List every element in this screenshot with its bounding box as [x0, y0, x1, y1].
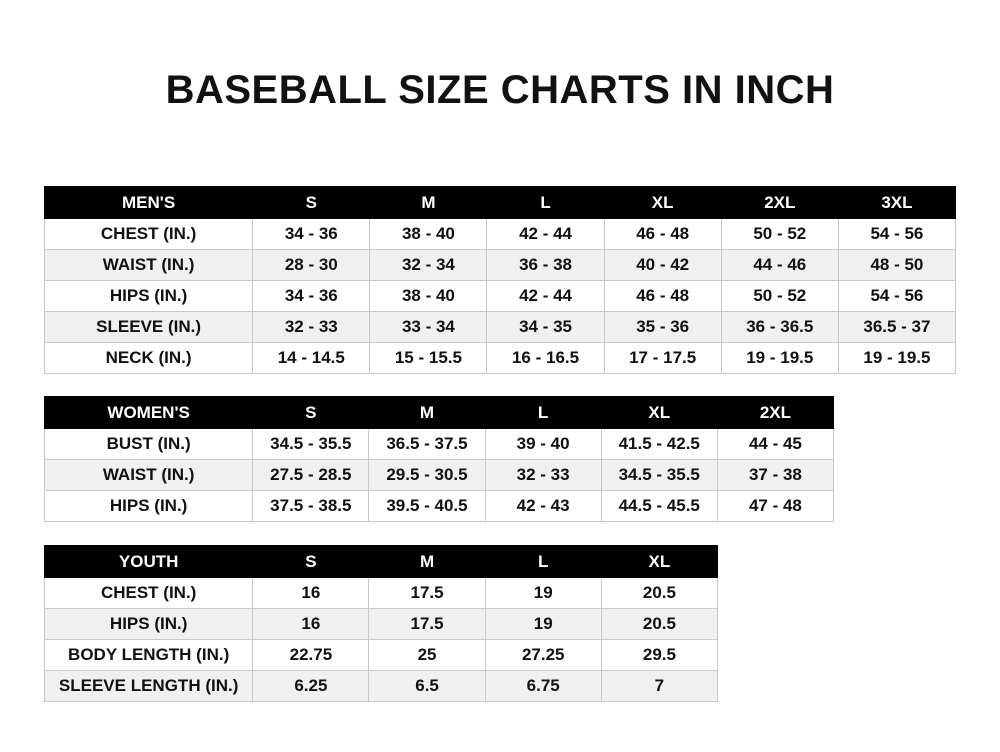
- table-cell: 19: [485, 609, 601, 640]
- table-cell: 19 - 19.5: [838, 343, 955, 374]
- table-row: [45, 491, 834, 522]
- table-cell: 41.5 - 42.5: [601, 429, 717, 460]
- table-cell: 29.5: [601, 640, 717, 671]
- table-cell: 34 - 36: [253, 219, 370, 250]
- table-row: [45, 609, 718, 640]
- table-cell: 28 - 30: [253, 250, 370, 281]
- row-label: WAIST (IN.): [45, 460, 253, 491]
- row-label: WAIST (IN.): [45, 250, 253, 281]
- table-cell: 50 - 52: [721, 219, 838, 250]
- table-cell: 34.5 - 35.5: [601, 460, 717, 491]
- column-header: M: [369, 546, 485, 578]
- table-cell: 38 - 40: [370, 219, 487, 250]
- table-row: [45, 460, 834, 491]
- row-label: NECK (IN.): [45, 343, 253, 374]
- table-cell: 20.5: [601, 609, 717, 640]
- mens-size-table: [44, 186, 956, 374]
- table-cell: 34 - 36: [253, 281, 370, 312]
- column-header: S: [253, 187, 370, 219]
- table-cell: 29.5 - 30.5: [369, 460, 485, 491]
- table-cell: 47 - 48: [717, 491, 833, 522]
- womens-size-table: [44, 396, 834, 522]
- column-header: 3XL: [838, 187, 955, 219]
- column-header: YOUTH: [45, 546, 253, 578]
- table-cell: 40 - 42: [604, 250, 721, 281]
- table-cell: 42 - 43: [485, 491, 601, 522]
- column-header: S: [253, 546, 369, 578]
- table-cell: 17 - 17.5: [604, 343, 721, 374]
- table-cell: 44.5 - 45.5: [601, 491, 717, 522]
- table-cell: 25: [369, 640, 485, 671]
- row-label: HIPS (IN.): [45, 281, 253, 312]
- column-header: 2XL: [721, 187, 838, 219]
- table-cell: 36.5 - 37: [838, 312, 955, 343]
- column-header: 2XL: [717, 397, 833, 429]
- table-cell: 33 - 34: [370, 312, 487, 343]
- table-cell: 32 - 34: [370, 250, 487, 281]
- column-header: S: [253, 397, 369, 429]
- column-header: L: [485, 546, 601, 578]
- row-label: CHEST (IN.): [45, 578, 253, 609]
- table-cell: 19 - 19.5: [721, 343, 838, 374]
- table-row: [45, 312, 956, 343]
- table-row: [45, 281, 956, 312]
- column-header: M: [370, 187, 487, 219]
- table-header-row: [45, 187, 956, 219]
- table-row: [45, 671, 718, 702]
- table-cell: 34 - 35: [487, 312, 604, 343]
- table-cell: 32 - 33: [485, 460, 601, 491]
- table-cell: 17.5: [369, 609, 485, 640]
- column-header: XL: [604, 187, 721, 219]
- table-header-row: [45, 546, 718, 578]
- table-cell: 6.5: [369, 671, 485, 702]
- table-cell: 20.5: [601, 578, 717, 609]
- table-row: [45, 343, 956, 374]
- column-header: MEN'S: [45, 187, 253, 219]
- table-cell: 37.5 - 38.5: [253, 491, 369, 522]
- table-cell: 27.25: [485, 640, 601, 671]
- table-cell: 32 - 33: [253, 312, 370, 343]
- column-header: L: [485, 397, 601, 429]
- table-cell: 46 - 48: [604, 281, 721, 312]
- column-header: XL: [601, 546, 717, 578]
- table-cell: 7: [601, 671, 717, 702]
- table-cell: 6.25: [253, 671, 369, 702]
- table-cell: 16: [253, 578, 369, 609]
- column-header: XL: [601, 397, 717, 429]
- row-label: BUST (IN.): [45, 429, 253, 460]
- row-label: SLEEVE (IN.): [45, 312, 253, 343]
- table-cell: 16: [253, 609, 369, 640]
- row-label: HIPS (IN.): [45, 609, 253, 640]
- table-cell: 42 - 44: [487, 281, 604, 312]
- table-cell: 36 - 36.5: [721, 312, 838, 343]
- column-header: L: [487, 187, 604, 219]
- table-cell: 35 - 36: [604, 312, 721, 343]
- column-header: M: [369, 397, 485, 429]
- table-row: [45, 640, 718, 671]
- table-cell: 42 - 44: [487, 219, 604, 250]
- table-cell: 27.5 - 28.5: [253, 460, 369, 491]
- table-cell: 19: [485, 578, 601, 609]
- table-cell: 6.75: [485, 671, 601, 702]
- table-header-row: [45, 397, 834, 429]
- table-cell: 44 - 46: [721, 250, 838, 281]
- table-cell: 48 - 50: [838, 250, 955, 281]
- table-row: [45, 250, 956, 281]
- table-row: [45, 219, 956, 250]
- table-cell: 17.5: [369, 578, 485, 609]
- table-cell: 39.5 - 40.5: [369, 491, 485, 522]
- table-cell: 22.75: [253, 640, 369, 671]
- table-cell: 16 - 16.5: [487, 343, 604, 374]
- table-cell: 54 - 56: [838, 219, 955, 250]
- youth-size-table: [44, 545, 718, 702]
- table-row: [45, 429, 834, 460]
- table-cell: 15 - 15.5: [370, 343, 487, 374]
- table-cell: 44 - 45: [717, 429, 833, 460]
- table-cell: 38 - 40: [370, 281, 487, 312]
- row-label: SLEEVE LENGTH (IN.): [45, 671, 253, 702]
- table-cell: 54 - 56: [838, 281, 955, 312]
- table-cell: 50 - 52: [721, 281, 838, 312]
- table-row: [45, 578, 718, 609]
- table-cell: 39 - 40: [485, 429, 601, 460]
- table-cell: 14 - 14.5: [253, 343, 370, 374]
- table-cell: 36.5 - 37.5: [369, 429, 485, 460]
- column-header: WOMEN'S: [45, 397, 253, 429]
- table-cell: 37 - 38: [717, 460, 833, 491]
- row-label: CHEST (IN.): [45, 219, 253, 250]
- table-cell: 34.5 - 35.5: [253, 429, 369, 460]
- table-cell: 36 - 38: [487, 250, 604, 281]
- page-title: BASEBALL SIZE CHARTS IN INCH: [165, 68, 835, 112]
- row-label: HIPS (IN.): [45, 491, 253, 522]
- table-cell: 46 - 48: [604, 219, 721, 250]
- row-label: BODY LENGTH (IN.): [45, 640, 253, 671]
